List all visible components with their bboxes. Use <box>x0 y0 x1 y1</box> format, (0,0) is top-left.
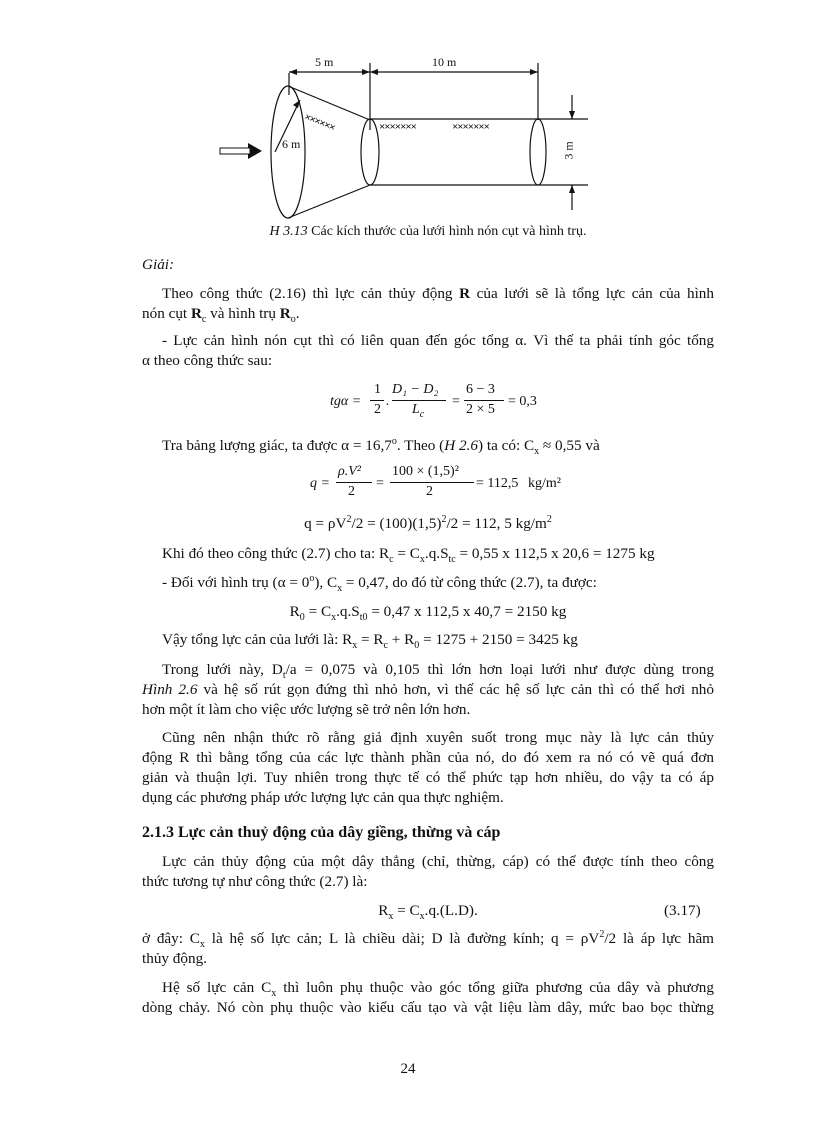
paragraph-6-line-1: Lực cản thủy động của một dây thẳng (chỉ, thừng, cáp) có thể được tính theo công <box>162 853 714 870</box>
total-line: Vậy tổng lực cản của lưới là: $R_x = R_c + R_0 = 1275 + 2150 = 3425$ kg <box>162 631 578 652</box>
paragraph-7-line-2: thủy động. <box>142 950 207 967</box>
paragraph-5-line-4: dụng các phương pháp ước lượng lực cản qua thực nghiệm. <box>142 789 504 806</box>
paragraph-4-line-3: hơn một ít làm cho việc ước lượng sẽ trở nên lớn hơn. <box>142 701 471 718</box>
cylinder-line: - Đối với hình trụ $(\alpha = 0^o)$, $C_x = 0,47$, do đó từ công thức (2.7), ta được: <box>162 572 597 595</box>
rx-equation: $R_x = C_x.q.(L.D)$. <box>378 902 478 923</box>
paragraph-8-line-2: dòng chảy. Nó còn phụ thuộc vào kiểu cấu tạo và vật liệu làm dây, mức bao bọc thừng <box>142 999 714 1016</box>
paragraph-1-line-1: Theo công thức (2.16) thì lực cản thủy động R của lưới sẽ là tổng lực cản của hình <box>162 285 714 302</box>
formula-tg-alpha: tgα = 1 2 . D₁ − D₂ $L_c$ = 6 − 3 2 × 5 = 0,3 <box>330 382 537 420</box>
paragraph-5-line-3: giản và thuận lợi. Tuy nhiên trong thực tế có thể phức tạp hơn nhiều, do vậy ta có áp <box>142 769 714 786</box>
paragraph-1-line-2: nón cụt $R_c$ và hình trụ $R_o$. <box>142 305 300 326</box>
equation-number: (3.17) <box>664 902 701 919</box>
solution-label: Giải: <box>142 256 175 273</box>
paragraph-2-line-1: - Lực cản hình nón cụt thì có liên quan đến góc tổng α. Vì thế ta phải tính góc tổng <box>162 332 714 349</box>
mesh-marks-cone: ×××××× <box>302 111 337 134</box>
figure-caption-label: H 3.13 <box>269 224 308 239</box>
mesh-marks-cylinder-2: ××××××× <box>452 121 489 133</box>
rc-line: Khi đó theo công thức (2.7) cho ta: $R_c = C_x.q.S_{tc} = 0,55$ x 112,5 x 20,6 = 1275 kg <box>162 545 655 566</box>
figure-caption <box>142 224 714 240</box>
r0-line: $R_0 = C_x.q.S_{t0} = 0,47$ x 112,5 x 40,7 = 2150 kg <box>289 603 567 624</box>
paragraph-4-line-2: Hình 2.6 và hệ số rút gọn đứng thì nhỏ hơn, vì thế các hệ số lực cản thì có thể hơi nhỏ <box>142 681 714 698</box>
section-heading: 2.1.3 Lực cản thuỷ động của dây giềng, thừng và cáp <box>142 824 501 841</box>
figure-cone-cylinder <box>200 45 620 220</box>
paragraph-6-line-2: thức tương tự như công thức (2.7) là: <box>142 873 368 890</box>
dim-label-3m: 3 m <box>561 141 576 160</box>
figure-caption-text: Các kích thước của lưới hình nón cụt và hình trụ. <box>307 224 587 239</box>
paragraph-7-line-1: ở đây: $C_x$ là hệ số lực cản; L là chiều dài; D là đường kính; $q = \rho V^2/2$ là áp lực hãm <box>142 928 714 951</box>
dim-label-6m: 6 m <box>282 137 301 151</box>
formula-q: q = ρ.V² 2 = 100 × (1,5)² 2 = 112,5 kg/m² <box>310 464 561 499</box>
paragraph-4-line-1: Trong lưới này, $D_t/a = 0,075$ và 0,105 thì lớn hơn loại lưới như được dùng trong <box>162 661 714 682</box>
paragraph-2-line-2: α theo công thức sau: <box>142 352 273 369</box>
page-number: 24 <box>400 1061 416 1077</box>
dim-label-10m: 10 m <box>432 55 457 69</box>
paragraph-3: Tra bảng lượng giác, ta được $\alpha = 16,7^o$. Theo (H 2.6) ta có: $C_x \approx 0,55$ và <box>162 435 600 458</box>
mesh-marks-cylinder-1: ××××××× <box>379 121 416 133</box>
paragraph-8-line-1: Hệ số lực cản $C_x$ thì luôn phụ thuộc vào góc tổng giữa phương của dây và phương <box>162 979 714 1000</box>
q-line: $q = \rho V^2/2 = (100)(1,5)^2/2 = 112$, 5 $kg/m^2$ <box>304 513 552 532</box>
paragraph-5-line-2: động R thì bằng tổng của các lực thành phần của nó, do đó xem ra nó có vẽ quá đơn <box>142 749 714 766</box>
dim-label-5m: 5 m <box>315 55 334 69</box>
paragraph-5-line-1: Cũng nên nhận thức rõ rằng giả định xuyên suốt trong mục này là lực cản thủy <box>162 729 714 746</box>
